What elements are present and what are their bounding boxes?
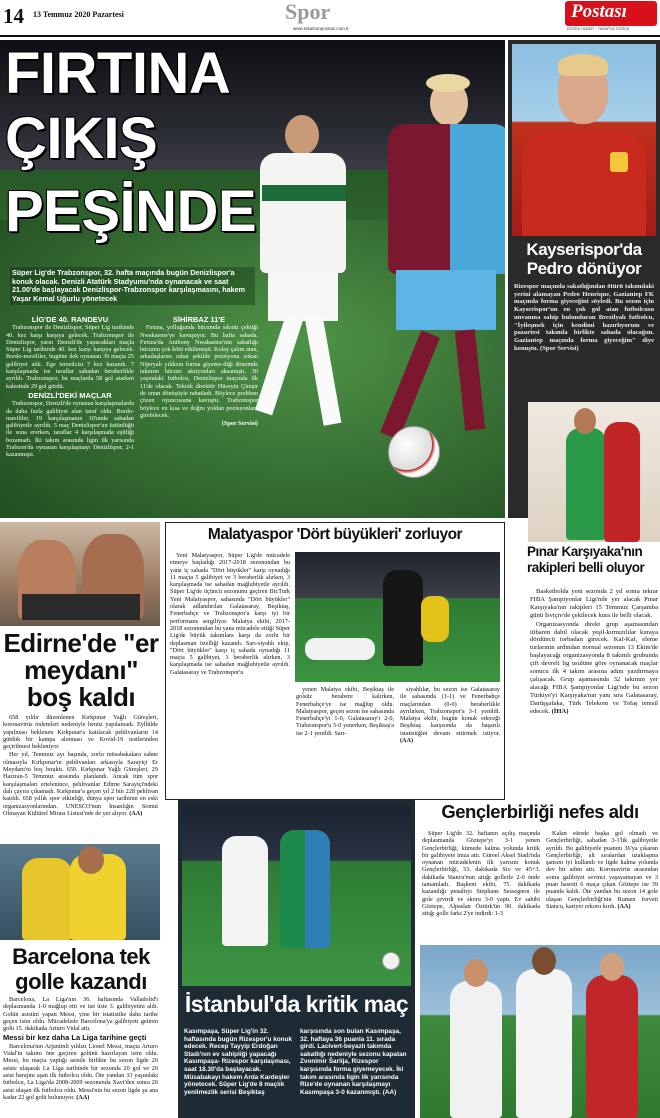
istanbul-photo [182, 806, 411, 986]
headline-line-3: PEŞİNDE [5, 179, 257, 244]
player-green-rize [280, 830, 330, 948]
malatya-text-2: yenen Malatya ekibi, Beşiktaş ile golsüz berabere kalırken, Fenerbahçe'ye ise mağlup oldu. Malatyaspor, geçen sezon ise sahasında Fenerbahçe'yi 1-0, Galatasaray'ı 2-0, Trabzonspor'u 5-0 yenerken, Beşiktaş'a ise 2-1 yenildi. Sarı- [296, 686, 394, 737]
pedro-hair [558, 54, 608, 76]
kayseri-title: Kayserispor'da Pedro dönüyor [526, 240, 642, 278]
karsiyaka-title: Pınar Karşıyaka'nın rakipleri belli oluyor [527, 544, 645, 575]
istanbul-text-2: karşısında son bulan Kasımpaşa, 32. haftaya 36 puanla 11. sırada girdi. Lacivert-beyazlı takımda sakatlığı nedeniyle sezonu kapatan Zvonimir Šarlija, Rizespor karşısında forma giyemeyecek. İki takım arasında ligin ilk yarısında Rize'de oynanan karşılaşmayı Kasımpaşa 3-0 kazanmıştı. [300, 1028, 407, 1096]
barca-player-1 [22, 858, 72, 940]
malatya-source: (AA) [400, 737, 414, 745]
edirne-title: Edirne'de "er meydanı" boş kaldı [3, 628, 159, 712]
malatya-col-3 [400, 686, 500, 745]
player-fallen-kit [305, 638, 375, 660]
gb-player-3 [586, 975, 638, 1118]
genclerbirligi-photo [420, 945, 660, 1118]
genclerbirligi-text-2: Kalan sürede başka gol olmadı ve Gençlerbirliği, sahadan 3-1'lik galibiyetle ayrıldı. Bu galibiyetle puanını 36'ya çıkaran Gençlerbirliği, alt sıralardan uzaklaşma şansını iyi kullandı ve ligde kalma yolunda dev bir adım attı. Koronavirüs arasından sonra galibiyet sevinci yaşayamayan ve 3 puan hasreti 6 maça çıkan Göztepe ise 39 puanda kaldı. Öte yandan bu sezon 14 gole ulaşan Gençlerbirliği'nin Rumen forveti Stancu, kariyer rekoru kırdı. (AA) [546, 830, 658, 910]
kayseri-badge [610, 152, 628, 172]
genclerbirligi-col-2 [546, 830, 658, 911]
issue-date: 13 Temmuz 2020 Pazartesi [33, 10, 124, 19]
istanbul-col-1: Kasımpaşa, Süper Lig'in 32. haftasında bugün Rizespor'u konuk edecek. Recep Tayyip Erdoğan Stadı'nın ev sahipliği yapacağı Kasımpaşa- Rizespor karşılaşması, saat 18.30'da başlayacak. Müsabakayı hakem Arda Kardeşler yönetecek. Süper Lig'de 8 maçlık yenilmezlik serisi Beşiktaş [184, 1028, 293, 1096]
malatya-col-1 [170, 552, 290, 677]
main-col1-text: Trabzonspor ile Denizlispor, Süper Lig tarihinde 40. kez karşı karşıya gelecek. Trabzonspor ile Denizlispor, yarın Denizli'de yapacakları maçla Süper Lig tarihinde 40. kez karşı karşıya gelecek. Bordo-mavililer, bugüne dek oynanan 39 maçta 25 galibiyet aldı. Ege temsilcisi 7 kez kazandı. 7 karşılaşmada ise taraflar sahadan beraberlikle ayrıldı. Trabzonspor, bu maçlarda 58 gol atarken kalesinde 29 gol gördü. [6, 324, 134, 390]
headline-line-1: FIRTINA [5, 41, 231, 106]
match-ball [382, 952, 400, 970]
barcelona-photo [0, 844, 160, 940]
main-col1-heading: LİG'DE 40. RANDEVU [31, 315, 109, 324]
page-number: 14 [3, 4, 24, 28]
barcelona-title: Barcelona tek golle kazandı [12, 944, 150, 994]
gb-player-1 [450, 981, 502, 1118]
basket-player-2 [604, 422, 640, 542]
malatya-title: Malatyaspor 'Dört büyükleri' zorluyor [207, 526, 463, 543]
kayseri-source: (Spor Servisi) [540, 344, 579, 352]
section-title: Spor [285, 0, 331, 24]
genclerbirligi-title: Gençlerbirliği nefes aldı [441, 801, 639, 822]
player-yellow-kit [421, 596, 449, 642]
logo-text: Postası [571, 1, 627, 22]
karsiyaka-text-2: Organizasyonda direkt grup aşamasından itibaren dahil olacak yeşil-kırmızılılar kuraya dördüncü torbadan girecek. Kaf-Kaf, eleme turlarının ardından normal sezonun 13 Ekim'de başlayacağı organizasyonda 8 takımlı grubunda çift devreli lig usulüne göre oynanacak maçlar sonucu ilk 4 takım arasına adını yazdırmaya çalışacak. Grup aşamasında 32 takımın yer alacağı FIBA Şampiyonlar Ligi'nde bu sezon Türkiye'yi Karşıyaka'nın yanı sıra Galatasaray, Darüşşafaka, Türk Telekom ve Tofaş temsil edecek. (İHA) [530, 620, 658, 715]
main-col2-source: (Spor Servisi) [221, 420, 258, 428]
barcelona-source: (AA) [76, 1093, 90, 1101]
basket-player-head [574, 408, 596, 434]
gb-player-2 [516, 969, 572, 1118]
barcelona-text-1: Barcelona, La Liga'nın 36. haftasında Valladolid'i deplasmanda 1-0 mağlup etti ve üst üste 3. galibiyetini aldı. Golün asistini yapan Messi, yine bir istatistike daha tarihe geçen isim oldu. Mücadelede Barcelona'ya galibiyeti getiren golü 15. dakikada Arturo Vidal attı. [3, 996, 158, 1033]
player-dark-kit [383, 570, 423, 666]
basket-player-1 [566, 428, 606, 540]
main-headline [5, 41, 257, 249]
istanbul-col-2 [300, 1028, 410, 1096]
malatya-col-2 [296, 686, 394, 738]
football-ball [388, 426, 440, 478]
edirne-text-2: Her yıl, Temmuz ayı başında, zorlu müsabakalara sahne olmasıyla Kırkpınar'ın pehlivanları arkasıyla Sarayiçi Er Meydanı'nı boş bıraktı. 659. Kırkpınar Yağlı Güreşleri, 29 Haziran-5 Temmuz arasında planlandı. Ancak tüm spor karşılaşmaları ertelenince, pehlivanlar Edirne Sarayiçi'ndeki dalı çayıra çıkamadı. Kırkpınar'a geçen yıl 2 bin 228 pehlivan katıldı. 658 yıllık spor etkinliği, dünya spor tarihinin en eski organizasyonlarından. UNESCO'nun İnsanlığın Somut Olmayan Kültürel Mirası Listesi'nde de yer alıyor. (AA) [3, 751, 158, 817]
site-url: www.tokatsonpostasi.com.tr [293, 26, 349, 31]
kayseri-photo [512, 44, 656, 236]
karsiyaka-body [530, 588, 658, 717]
istanbul-source: (AA) [382, 1088, 397, 1096]
edirne-photo [0, 522, 160, 626]
player-white-figure [240, 115, 360, 435]
kayseri-body [514, 283, 654, 352]
logo-subtitle: DOĞRU HABER ~ TARAFSIZ GÖRÜŞ [567, 27, 630, 31]
barcelona-text-2: Barcelona'nın Arjantinli yıldızı Lionel Messi, maçta Arturo Vidal'in takımı öne geçiren golünü hazırlayan isim oldu. Messi, bu maçta yaptığı asistle birlikte bu sezon ligde 20 asiste ulaşarak La Liga tarihinde bir sezonda 20 gol ve 20 asist barajını aşan ilk futbolcu oldu. Öte yandan 33 yaşındaki futbolcu, La Liga'da 2008-2009 sezonunda Xavi'den sonra 20 asist ulaşan ilk futbolcu oldu. Messi'nin bu sezon ligde şu ana kadar 22 gol golü bulunuyor. (AA) [3, 1042, 158, 1101]
istanbul-title: İstanbul'da kritik maç [184, 991, 409, 1017]
main-lead: Süper Lig'de Trabzonspor, 32. hafta maçında bugün Denizlispor'a konuk olacak. Denizli Atatürk Stadyumu'nda oynanacak ve saat 21.00'de başlayacak Denizlispor-Trabzonspor karşılaşmasını, hakem Yaşar Kemal Uğurlu yönetecek [10, 267, 255, 305]
main-col-1 [6, 314, 134, 460]
newspaper-logo [565, 1, 657, 26]
main-col2-text: Fırtına, yolluğunda hücumda sıkıntı çektiği Nwakaeme'ye kavuşuyor. Bu hafta sahada. Fırtına'da Anthony Nwakaeme'nin sakatlığı hücumu çok kötü etkilemişti. Kolay çalım atan, arkadaşlarını rahat şekilde pozisyona sokan Nijeryalı yıldızın forma giyeme-diği dönemde takımın hücum aksiyonları aksamıştı. 30 yaşındaki futbolcu, Denizlispor maçında ilk 11'de olacak. Teknik direktör Hüseyin Çimşir de onun dönüşüyle rahatladı. Böylece problem çözen oyuncusuna kavuştu. Trabzonspor böylece en kısa ve doğru yoldan pozisyonlara girebilecek. [140, 324, 258, 419]
malatya-text-3: siyahlılar, bu sezon ise Galatasaray ile sahasında (1-1) ve Fenerbahçe maçlarından (0-0) beraberlikle ayrılırken, Trabzonspor'a 3-1 yenildi. Malatya ekibi, bugün konuk edeceği Beşiktaş karşısında da başarılı istatistiğini devam ettirmek istiyor. (AA) [400, 686, 500, 745]
main-col1-text-2: Trabzonspor, Denizli'de oynanan karşılaşmalarda da daha fazla galibiyet alan taraf oldu. Bordo-mavililer, 19 karşılaşmanın 10'unda sahadan galibiyetle ayrıldı. 5 maç Denizlispor'un üstünlüğü ile sona ererken, taraflar 4 karşılaşmada eşitliği bozamadı. İki takım arasında ligin ilk yarısında Trabzon'da oynanan karşılaşmayı Denizlispor, 2-1 kazanmıştı. [6, 400, 134, 459]
malatya-photo [295, 552, 500, 682]
gb-head-1 [464, 959, 488, 987]
main-col1-heading-2: DENİZLİ'DEKİ MAÇLAR [28, 390, 112, 400]
barcelona-subheading: Messi bir kez daha La Liga tarihine geçti [3, 1033, 147, 1043]
edirne-body [3, 714, 158, 818]
genclerbirligi-source: (AA) [617, 902, 631, 910]
header-rule [0, 35, 660, 37]
genclerbirligi-text-1: Süper Lig'de 32. haftanın açılış maçında deplasmanda Göztepe'yi 3-1 yenen Gençlerbirliği, kümede kalma yolunda kritik bir galibiyete imza attı. Güreel Aksel Stadı'nda oynanan mücadelenin ilk yarısını konuk Gençlerbirliği, 33. dakikada Sio ve 45+3. dakikada Stancu'nun attığı gollerle 2-0 önde tamamladı. Başkent ekibi, 75. dakikada kazandığı penaltıyı Stephane Sessegnon ile gole çevirdi ve skoru 3-0 yaptı. Ev sahibi Göztepe, Alpaslan Öztürk'ün 90. dakikada attığı golle farkı 2'ye indirdi: 1-3 [422, 830, 540, 918]
malatya-text-1: Yeni Malatyaspor, Süper Lig'de mücadele etmeye başladığı 2017-2018 sezonundan bu yana iç sahada "Dört büyükler" karşı oynadığı 11 maçta 5 galibiyet ve 3 beraberlik alırken, 3 karşılaşmada ise sahadan mağlubiyetle ayrıldı. Süper Lig'de üçüncü sezonunu geçiren BtcTurk Yeni Malatyaspor, sahasında "Dört büyükler" olarak adlandırılan Galatasaray, Beşiktaş, Fenerbahçe ve Trabzonspor'a karşı iyi bir performans sergiliyor. Malatya ekibi, 2017-2018 sezonundan bu yana mücadele ettiği Süper Lig'de büyük takımlara karşı da zorlu bir deplasman özelliği kazandı. Sarı-siyahlı ekip, "Dört büyükler" karşı iç sahada oynadığı 11 maçta 5 galibiyet, 3 beraberlik alırken, 3 karşılaşmada ise sahadan mağlubiyetle ayrıldı. Galatasaray ve Trabzonspor'u [170, 552, 290, 676]
barcelona-body [3, 996, 158, 1102]
headline-line-2: ÇIKIŞ [5, 106, 158, 171]
edirne-source: (AA) [129, 809, 143, 817]
gb-head-3 [600, 953, 624, 981]
player-white-kasimpasa [222, 836, 268, 946]
karsiyaka-text-1: Basketbolda yeni sezonda 2 yıl sonra tekrar FIBA Şampiyonlar Ligi'nde yer alacak Pınar Karşıyaka'nın rakipleri 15 Temmuz Çarşamba günü İsviçre'de çekilecek kura ile belli olacak. [530, 588, 658, 619]
karsiyaka-source: (İHA) [551, 707, 569, 715]
main-col2-heading: SİHİRBAZ 11'E [172, 315, 226, 324]
genclerbirligi-col-1 [422, 830, 540, 919]
gb-head-2 [532, 947, 556, 975]
edirne-text-1: 658 yıldır düzenlenen Kırkpınar Yağlı Güreşleri, koronavirüs önlemleri nedeniyle henüz yapılamadı. Eyllülde yapılması beklenen Kırkpınar'a katılacak pehlivanların 14 günlük bir kampa alınması ve Kovid-19 testlerinden geçirilmesi bekleniyor. [3, 714, 158, 751]
karsiyaka-photo [528, 402, 660, 542]
kayseri-text: Rizespor maçında sakatlığından ötürü takımdaki yerini alamayan Pedro Henrique, Gaziantep FK maçında forma giyeceğini söyledi. Bu sezon için Kayserispor'un en çok gol atan futbolcusu unvanına sahip bulunduran Brezilyalı futbolcu, "İyileşmek için kendimi hazırlıyorum ve pazartesi takımla birlikte sahada olacağım. Gaziantep maçında forma giyeceğim" diye konuştu. [514, 283, 654, 352]
barca-head [78, 846, 104, 874]
page-header [0, 0, 660, 34]
wrestler-pants [22, 594, 140, 620]
player-trabzon-figure [370, 80, 505, 460]
pedro-shirt [522, 130, 646, 236]
main-col-2 [140, 314, 258, 427]
